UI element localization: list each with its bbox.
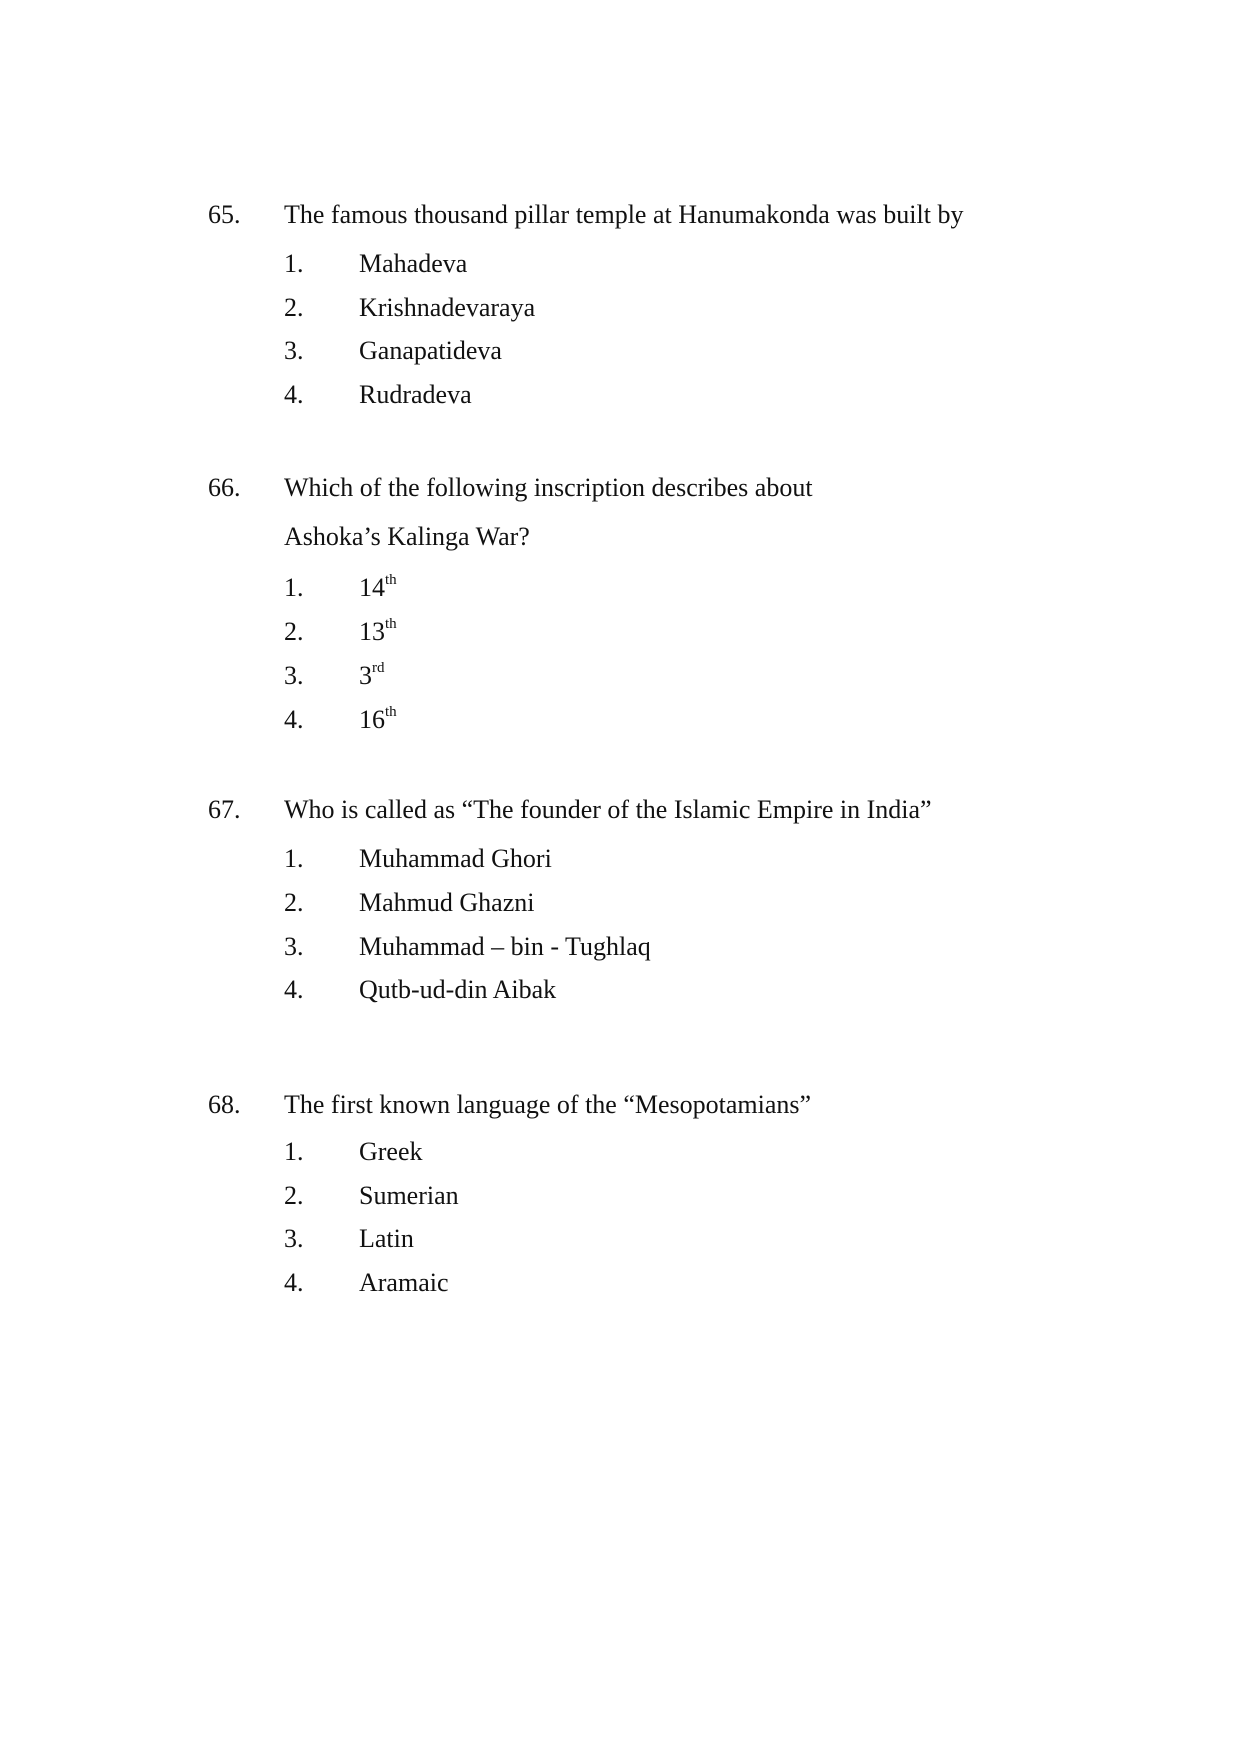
option-text: Rudradeva <box>359 380 472 409</box>
question-number: 66. <box>208 473 241 502</box>
option-number: 1. <box>284 844 304 873</box>
option-text: Krishnadevaraya <box>359 293 536 322</box>
option-text <box>359 661 385 691</box>
question-text: Who is called as “The founder of the Islamic Empire in India” <box>284 795 932 824</box>
option-value: 3 <box>359 661 372 690</box>
question-number: 68. <box>208 1090 241 1119</box>
option-number: 3. <box>284 1224 304 1253</box>
option-text: Qutb-ud-din Aibak <box>359 975 557 1004</box>
ordinal-suffix: rd <box>372 660 385 676</box>
ordinal-suffix: th <box>385 704 397 720</box>
option-number: 1. <box>284 573 304 602</box>
option-text: Ganapatideva <box>359 336 502 365</box>
option-text <box>359 617 397 647</box>
option-text: Mahadeva <box>359 249 468 278</box>
option-number: 4. <box>284 1268 304 1297</box>
question-text: The famous thousand pillar temple at Hanumakonda was built by <box>284 200 964 229</box>
option-text: Aramaic <box>359 1268 449 1297</box>
option-number: 2. <box>284 888 304 917</box>
option-text: Sumerian <box>359 1181 459 1210</box>
question-text: Which of the following inscription describes about <box>284 473 813 502</box>
option-number: 3. <box>284 336 304 365</box>
option-text: Muhammad – bin - Tughlaq <box>359 932 651 961</box>
question-text: The first known language of the “Mesopotamians” <box>284 1090 812 1119</box>
option-value: 14 <box>359 573 385 602</box>
question-text: Ashoka’s Kalinga War? <box>284 522 530 551</box>
option-number: 1. <box>284 1137 304 1166</box>
option-text: Greek <box>359 1137 423 1166</box>
ordinal-suffix: th <box>385 616 397 632</box>
option-number: 4. <box>284 380 304 409</box>
option-text <box>359 573 397 603</box>
option-value: 16 <box>359 705 385 734</box>
question-number: 65. <box>208 200 241 229</box>
option-number: 4. <box>284 975 304 1004</box>
ordinal-suffix: th <box>385 572 397 588</box>
option-number: 1. <box>284 249 304 278</box>
option-text <box>359 705 397 735</box>
option-value: 13 <box>359 617 385 646</box>
option-text: Mahmud Ghazni <box>359 888 535 917</box>
question-number: 67. <box>208 795 241 824</box>
option-number: 4. <box>284 705 304 734</box>
option-number: 2. <box>284 1181 304 1210</box>
option-text: Latin <box>359 1224 414 1253</box>
option-number: 3. <box>284 661 304 690</box>
option-number: 2. <box>284 617 304 646</box>
option-number: 3. <box>284 932 304 961</box>
option-text: Muhammad Ghori <box>359 844 552 873</box>
option-number: 2. <box>284 293 304 322</box>
